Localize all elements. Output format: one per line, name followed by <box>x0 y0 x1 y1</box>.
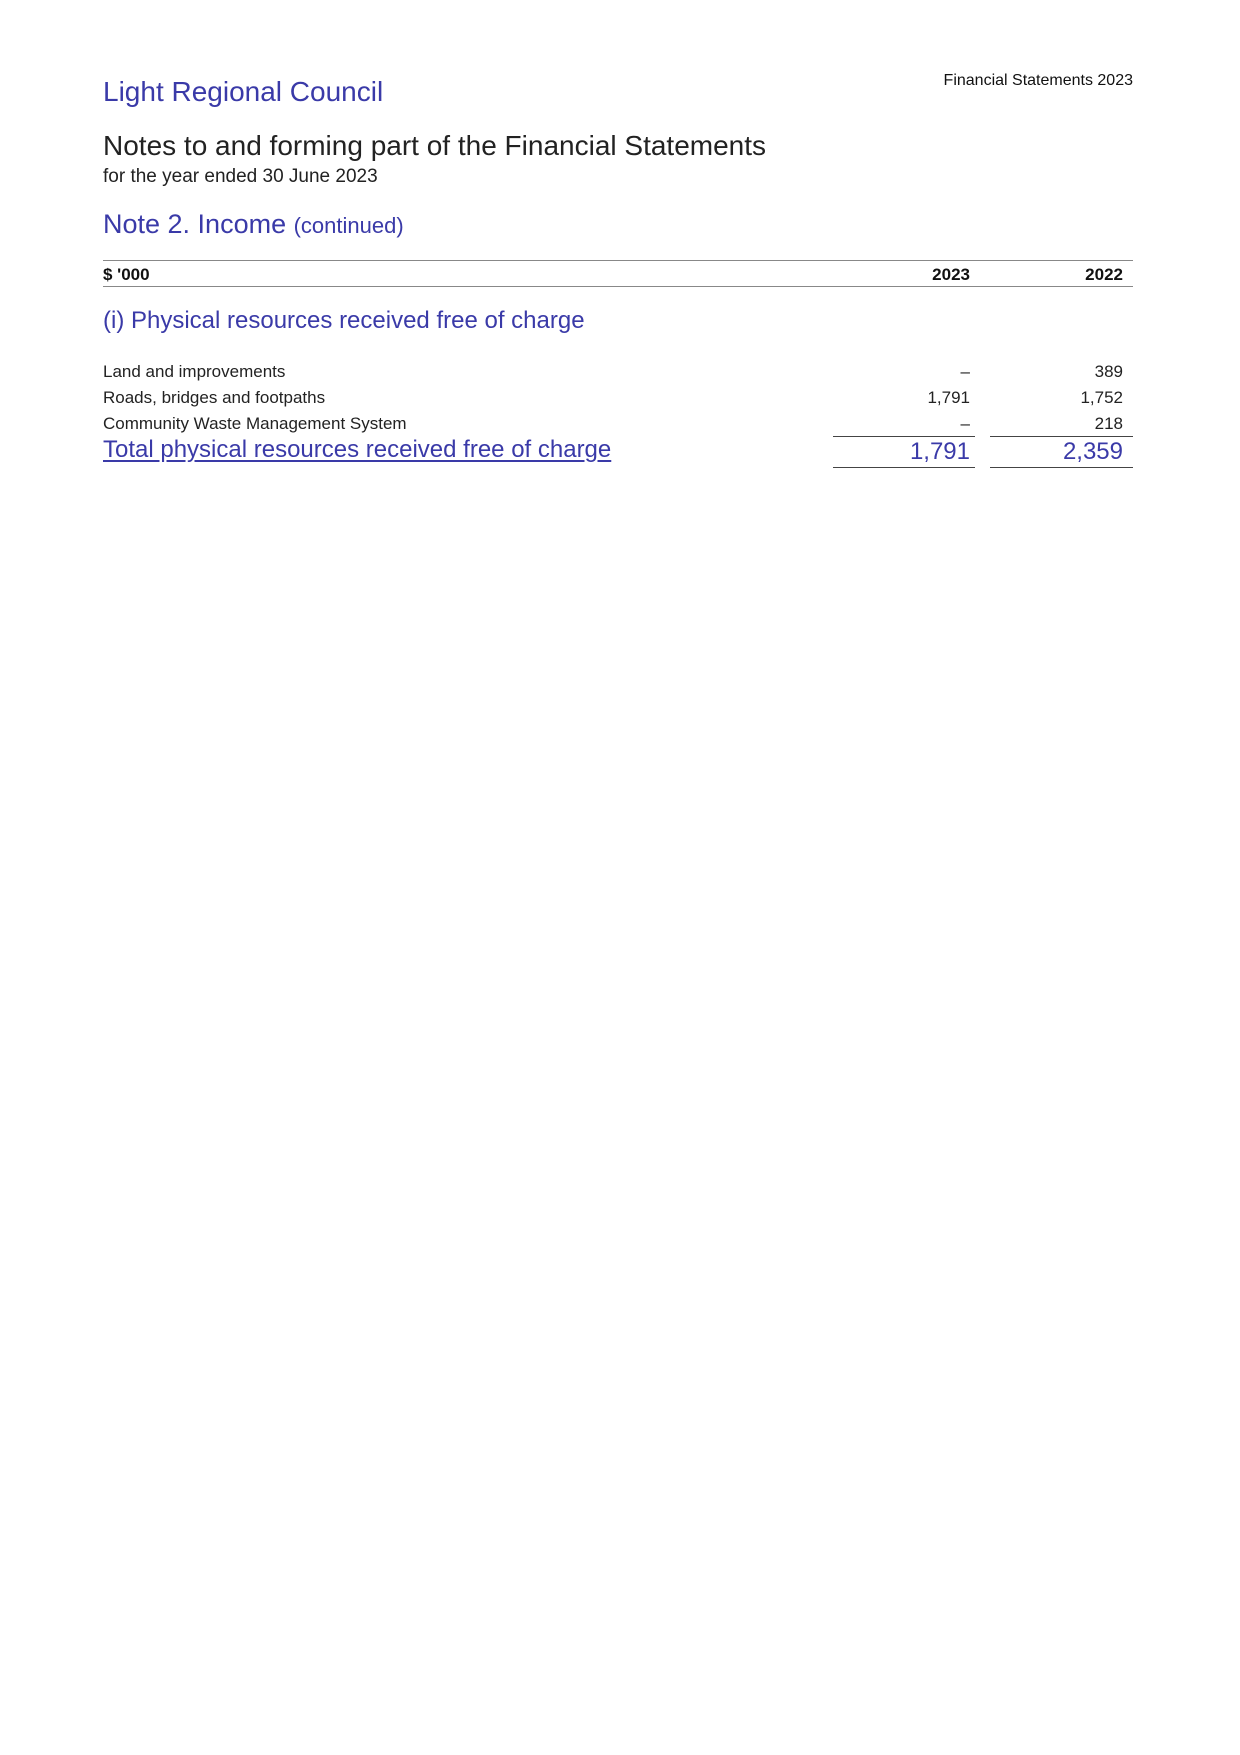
section-title: (i) Physical resources received free of charge <box>103 307 585 334</box>
row-label-land: Land and improvements <box>103 362 286 381</box>
document-tag: Financial Statements 2023 <box>943 72 1133 89</box>
total-label: Total physical resources received free of charge <box>103 436 612 463</box>
row-value-roads-2022: 1,752 <box>1080 388 1123 407</box>
note-heading-text: Note 2. Income <box>103 209 287 239</box>
note-heading <box>103 209 404 240</box>
row-value-land-2023: – <box>960 362 970 381</box>
row-value-waste-2023: – <box>960 414 970 433</box>
row-label-roads: Roads, bridges and footpaths <box>103 388 326 407</box>
column-header-2022: 2022 <box>1085 265 1123 284</box>
row-value-roads-2023: 1,791 <box>927 388 970 407</box>
row-value-waste-2022: 218 <box>1094 414 1123 433</box>
subtotal-rule-2023 <box>833 436 975 437</box>
subtotal-rule-2022 <box>990 436 1133 437</box>
note-continued: (continued) <box>293 213 404 238</box>
table-top-rule <box>103 260 1133 261</box>
unit-label: $ '000 <box>103 265 150 284</box>
row-value-land-2022: 389 <box>1094 362 1123 381</box>
page-subtitle: for the year ended 30 June 2023 <box>103 166 378 187</box>
total-value-2023: 1,791 <box>909 438 970 465</box>
header-bottom-rule <box>103 286 1133 287</box>
total-rule-2022 <box>990 467 1133 468</box>
row-label-waste: Community Waste Management System <box>103 414 407 433</box>
page-title: Notes to and forming part of the Financial Statements <box>103 130 767 161</box>
column-header-2023: 2023 <box>932 265 970 284</box>
organisation-name: Light Regional Council <box>103 76 384 107</box>
total-rule-2023 <box>833 467 975 468</box>
total-value-2022: 2,359 <box>1062 438 1123 465</box>
